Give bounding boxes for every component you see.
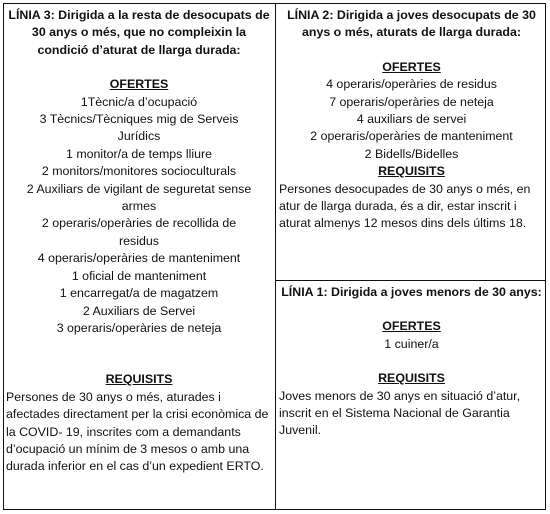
linia-2-offers-title: OFERTES [382,59,441,74]
linia-1-offers-title: OFERTES [382,319,441,334]
list-item: 2 operaris/operàries de recollida de residus [41,216,237,248]
list-item: 2 Bidells/Bidelles [364,146,459,161]
linia-3-cell [6,7,272,507]
list-item: 1 monitor/a de temps lliure [65,146,212,161]
linia-2-heading: LÍNIA 2: Dirigida a joves desocupats de 30 anys o més, aturats de llarga durada: [287,8,536,40]
list-item: 2 Auxiliars de Servei [82,303,196,318]
list-item: 2 operaris/operàries de manteniment [310,129,513,144]
list-item: 4 operaris/operàries de manteniment [37,251,241,266]
row-divider [276,280,546,281]
linia-1-requirements-title: REQUISITS [378,371,445,386]
linia-3-offers-list [6,94,272,338]
list-item: 1 encarregat/a de magatzem [59,286,219,301]
linia-1-heading: LÍNIA 1: Dirigida a joves menors de 30 anys: [281,285,542,299]
list-item: 4 operaris/operàries de residus [326,77,497,92]
list-item: 7 operaris/operàries de neteja [329,94,494,109]
linia-2-cell [279,7,544,277]
linia-3-heading: LÍNIA 3: Dirigida a la resta de desocupats de 30 anys o més, que no compleixin la condició d’aturat de llarga durada: [8,8,270,57]
list-item: 3 operaris/operàries de neteja [56,320,222,335]
linia-1-cell [279,284,544,506]
linia-1-requirements-text: Joves menors de 30 anys en situació d’atur, inscrit en el Sistema Nacional de Garantia Juvenil. [279,388,521,438]
list-item: 2 monitors/monitores socioculturals [41,164,237,179]
linia-1-offers-list [279,336,544,353]
linia-3-offers-title: OFERTES [109,77,169,92]
list-item: 3 Tècnics/Tècniques mig de Serveis Jurídics [39,112,239,144]
list-item: 1 oficial de manteniment [71,268,207,283]
list-item: 1Tècnic/a d’ocupació [80,94,198,109]
list-item: 4 auxiliars de servei [356,112,467,127]
list-item: 1 cuiner/a [384,336,439,351]
linia-2-offers-list [279,76,544,163]
column-divider [275,3,276,510]
list-item: 2 Auxiliars de vigilant de seguretat sense armes [26,181,252,214]
linia-3-requirements-title: REQUISITS [105,372,173,387]
linia-3-requirements-text: Persones de 30 anys o més, aturades i afectades directament per la crisi econòmica de la COVID- 19, inscrites com a demandants d’ocupació un mínim de 3 mesos o amb una durada inferior en el cas d’un expedient ERTO. [6,389,269,474]
linia-2-requirements-text: Persones desocupades de 30 anys o més, en atur de llarga durada, és a dir, estar inscrit i aturat almenys 12 mesos dins dels últims 18. [279,181,531,231]
linia-2-requirements-title: REQUISITS [378,164,445,179]
